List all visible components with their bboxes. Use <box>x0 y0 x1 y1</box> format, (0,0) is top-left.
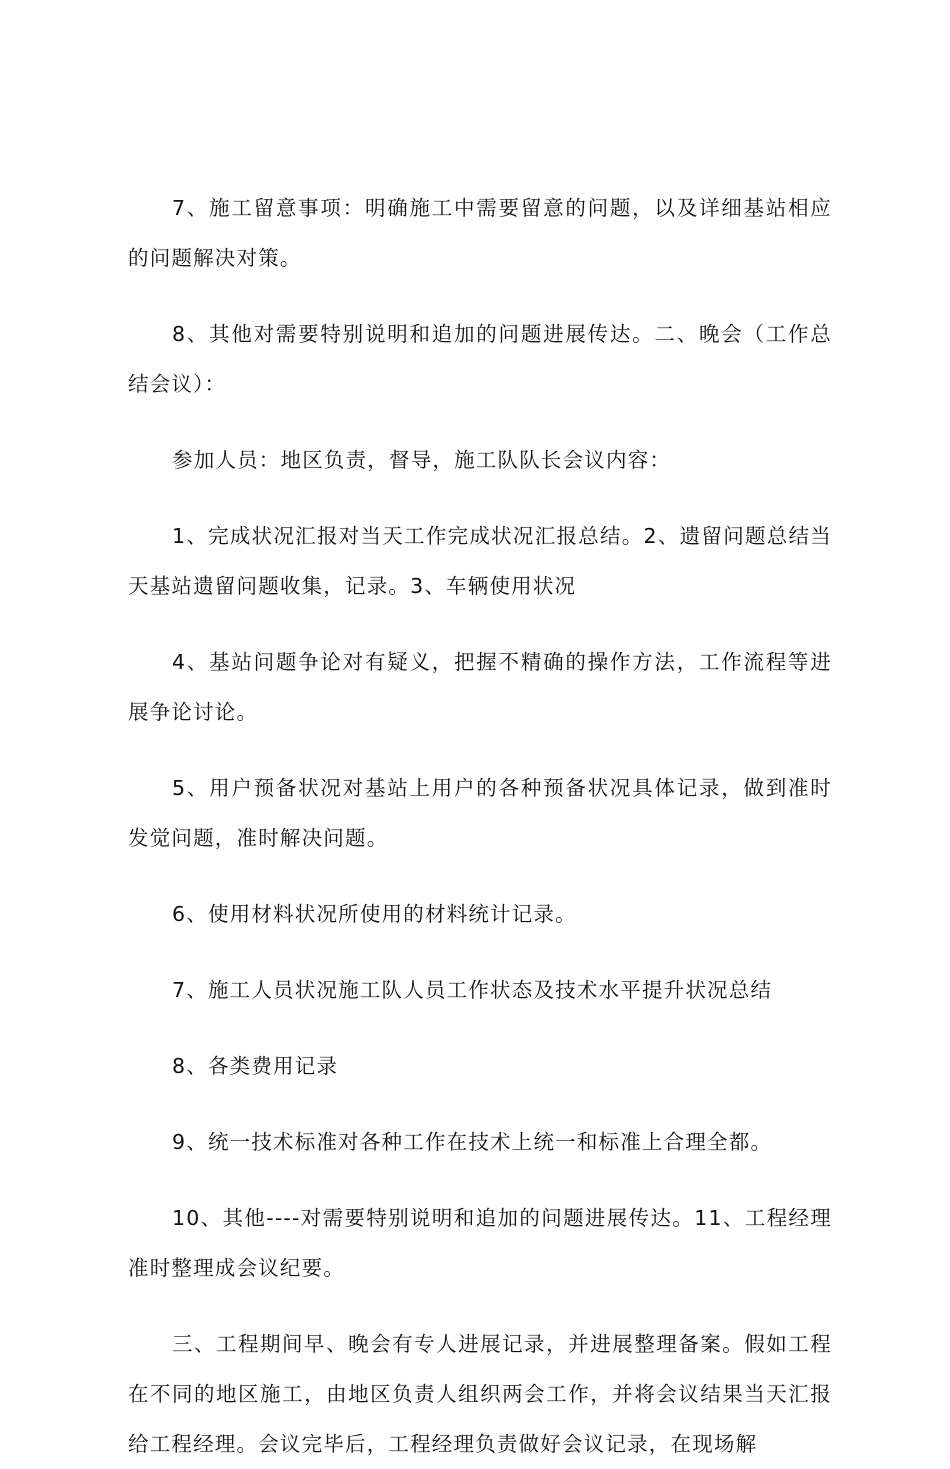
paragraph-site-issues: 4、基站问题争论对有疑义，把握不精确的操作方法，工作流程等进展争论讨论。 <box>128 650 832 724</box>
paragraph-meeting-records: 三、工程期间早、晚会有专人进展记录，并进展整理备案。假如工程在不同的地区施工，由地区负责人组织两会工作，并将会议结果当天汇报给工程经理。会议完毕后，工程经理负责做好会议记录，在现场解 <box>128 1332 832 1456</box>
paragraph-technical-standards: 9、统一技术标准对各种工作在技术上统一和标准上合理全都。 <box>172 1130 773 1154</box>
paragraph-expenses: 8、各类费用记录 <box>172 1054 339 1078</box>
paragraph-materials: 6、使用材料状况所使用的材料统计记录。 <box>172 902 577 926</box>
paragraph-participants: 参加人员：地区负责，督导，施工队队长会议内容： <box>172 448 672 472</box>
paragraph-other-items-evening-meeting: 8、其他对需要特别说明和追加的问题进展传达。二、晚会（工作总结会议）： <box>128 322 832 396</box>
paragraph-user-preparation: 5、用户预备状况对基站上用户的各种预备状况具体记录，做到准时发觉问题，准时解决问题。 <box>128 776 832 850</box>
paragraph-construction-notes: 7、施工留意事项：明确施工中需要留意的问题，以及详细基站相应的问题解决对策。 <box>128 196 832 270</box>
paragraph-personnel: 7、施工人员状况施工队人员工作状态及技术水平提升状况总结 <box>172 978 773 1002</box>
paragraph-other-minutes: 10、其他----对需要特别说明和追加的问题进展传达。11、工程经理准时整理成会议纪要。 <box>128 1206 832 1280</box>
document-body <box>128 183 832 1469</box>
paragraph-completion-report: 1、完成状况汇报对当天工作完成状况汇报总结。2、遗留问题总结当天基站遗留问题收集，记录。3、车辆使用状况 <box>128 524 832 598</box>
